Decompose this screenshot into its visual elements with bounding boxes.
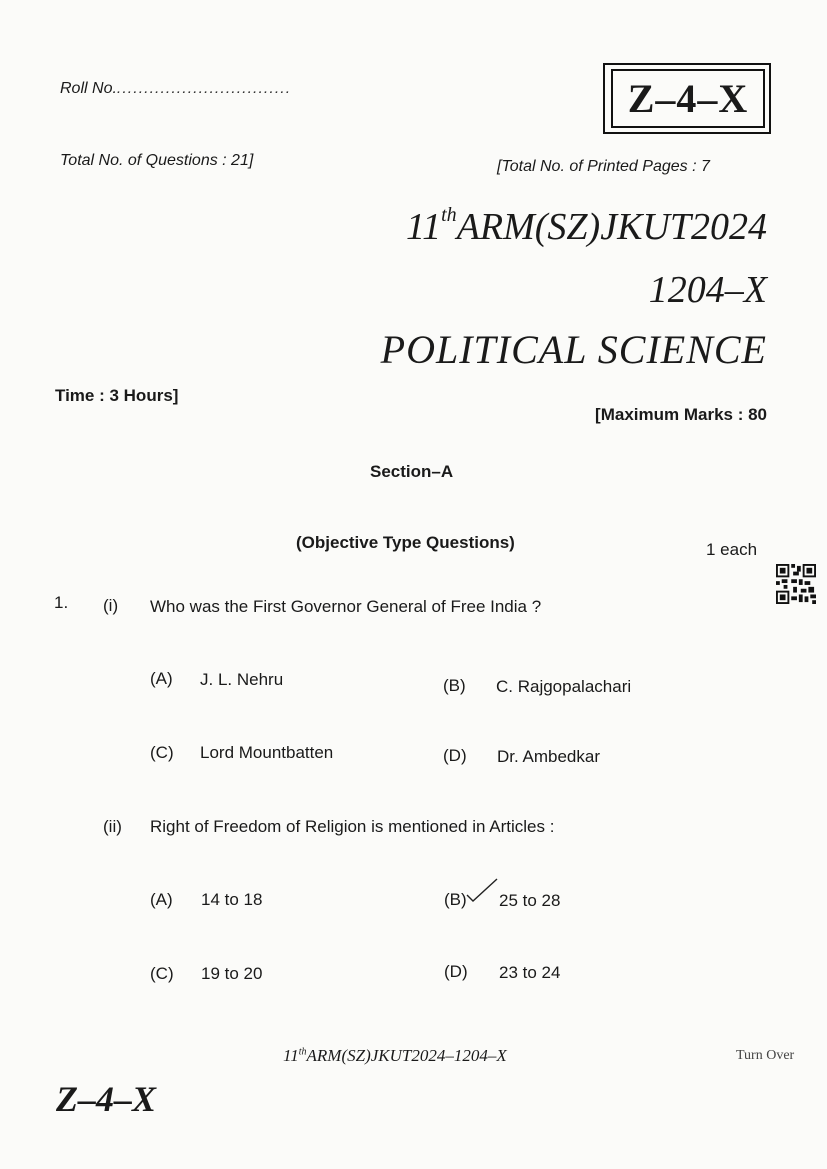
option-text: Dr. Ambedkar: [497, 747, 600, 766]
option-letter: (D): [443, 746, 467, 765]
sub-question-number: (ii): [103, 817, 122, 836]
footer-code-sup: th: [298, 1046, 307, 1058]
time-allowed: Time : 3 Hours]: [55, 386, 179, 405]
option-letter: (D): [444, 962, 468, 981]
paper-code-box-inner: [611, 69, 765, 128]
option-text: 19 to 20: [201, 964, 263, 983]
section-type: (Objective Type Questions): [296, 533, 515, 552]
option-letter: (B): [443, 676, 466, 695]
question-text: Who was the First Governor General of Free India ?: [150, 597, 542, 616]
subject-title: POLITICAL SCIENCE: [380, 327, 767, 372]
maximum-marks: [Maximum Marks : 80: [595, 405, 767, 424]
roll-number-label: Roll No.: [60, 80, 117, 97]
section-heading: Section–A: [370, 462, 454, 481]
option-letter: (C): [150, 743, 174, 762]
question-number: 1.: [54, 593, 69, 612]
option-letter: (B): [444, 890, 467, 909]
question-text: Right of Freedom of Religion is mentioned in Articles :: [150, 817, 555, 836]
roll-number-field: [60, 80, 291, 98]
option-letter: (C): [150, 964, 174, 983]
option-text: 25 to 28: [499, 891, 561, 910]
marks-per-question: 1 each: [706, 540, 758, 559]
paper-code: Z–4–X: [627, 76, 749, 121]
exam-title: [406, 204, 767, 249]
qr-code-icon: [776, 564, 816, 604]
option-text: 14 to 18: [201, 890, 263, 909]
option-letter: (A): [150, 890, 173, 909]
footer-exam-code: [283, 1046, 507, 1066]
option-letter: (A): [150, 669, 173, 688]
bottom-paper-code: Z–4–X: [56, 1079, 157, 1119]
total-pages: [Total No. of Printed Pages : 7: [497, 158, 710, 175]
option-text: 23 to 24: [499, 963, 561, 982]
exam-title-prefix: 11: [405, 206, 442, 248]
footer-code-prefix: 11: [283, 1046, 299, 1065]
sub-question-number: (i): [103, 596, 119, 615]
turn-over-note: Turn Over: [736, 1048, 795, 1063]
total-questions-text: Total No. of Questions : 21]: [60, 152, 254, 169]
option-text: C. Rajgopalachari: [496, 677, 632, 696]
total-questions: [60, 152, 253, 170]
footer-code-rest: ARM(SZ)JKUT2024–1204–X: [306, 1046, 507, 1065]
subject-code: 1204–X: [648, 269, 767, 311]
option-text: Lord Mountbatten: [200, 743, 334, 762]
tick-mark-icon: [465, 875, 505, 905]
exam-title-sup: th: [441, 204, 457, 226]
roll-number-blank: ................................: [116, 80, 292, 97]
paper-code-box: [603, 63, 771, 134]
exam-title-rest: ARM(SZ)JKUT2024: [456, 206, 767, 248]
option-text: J. L. Nehru: [200, 670, 284, 689]
